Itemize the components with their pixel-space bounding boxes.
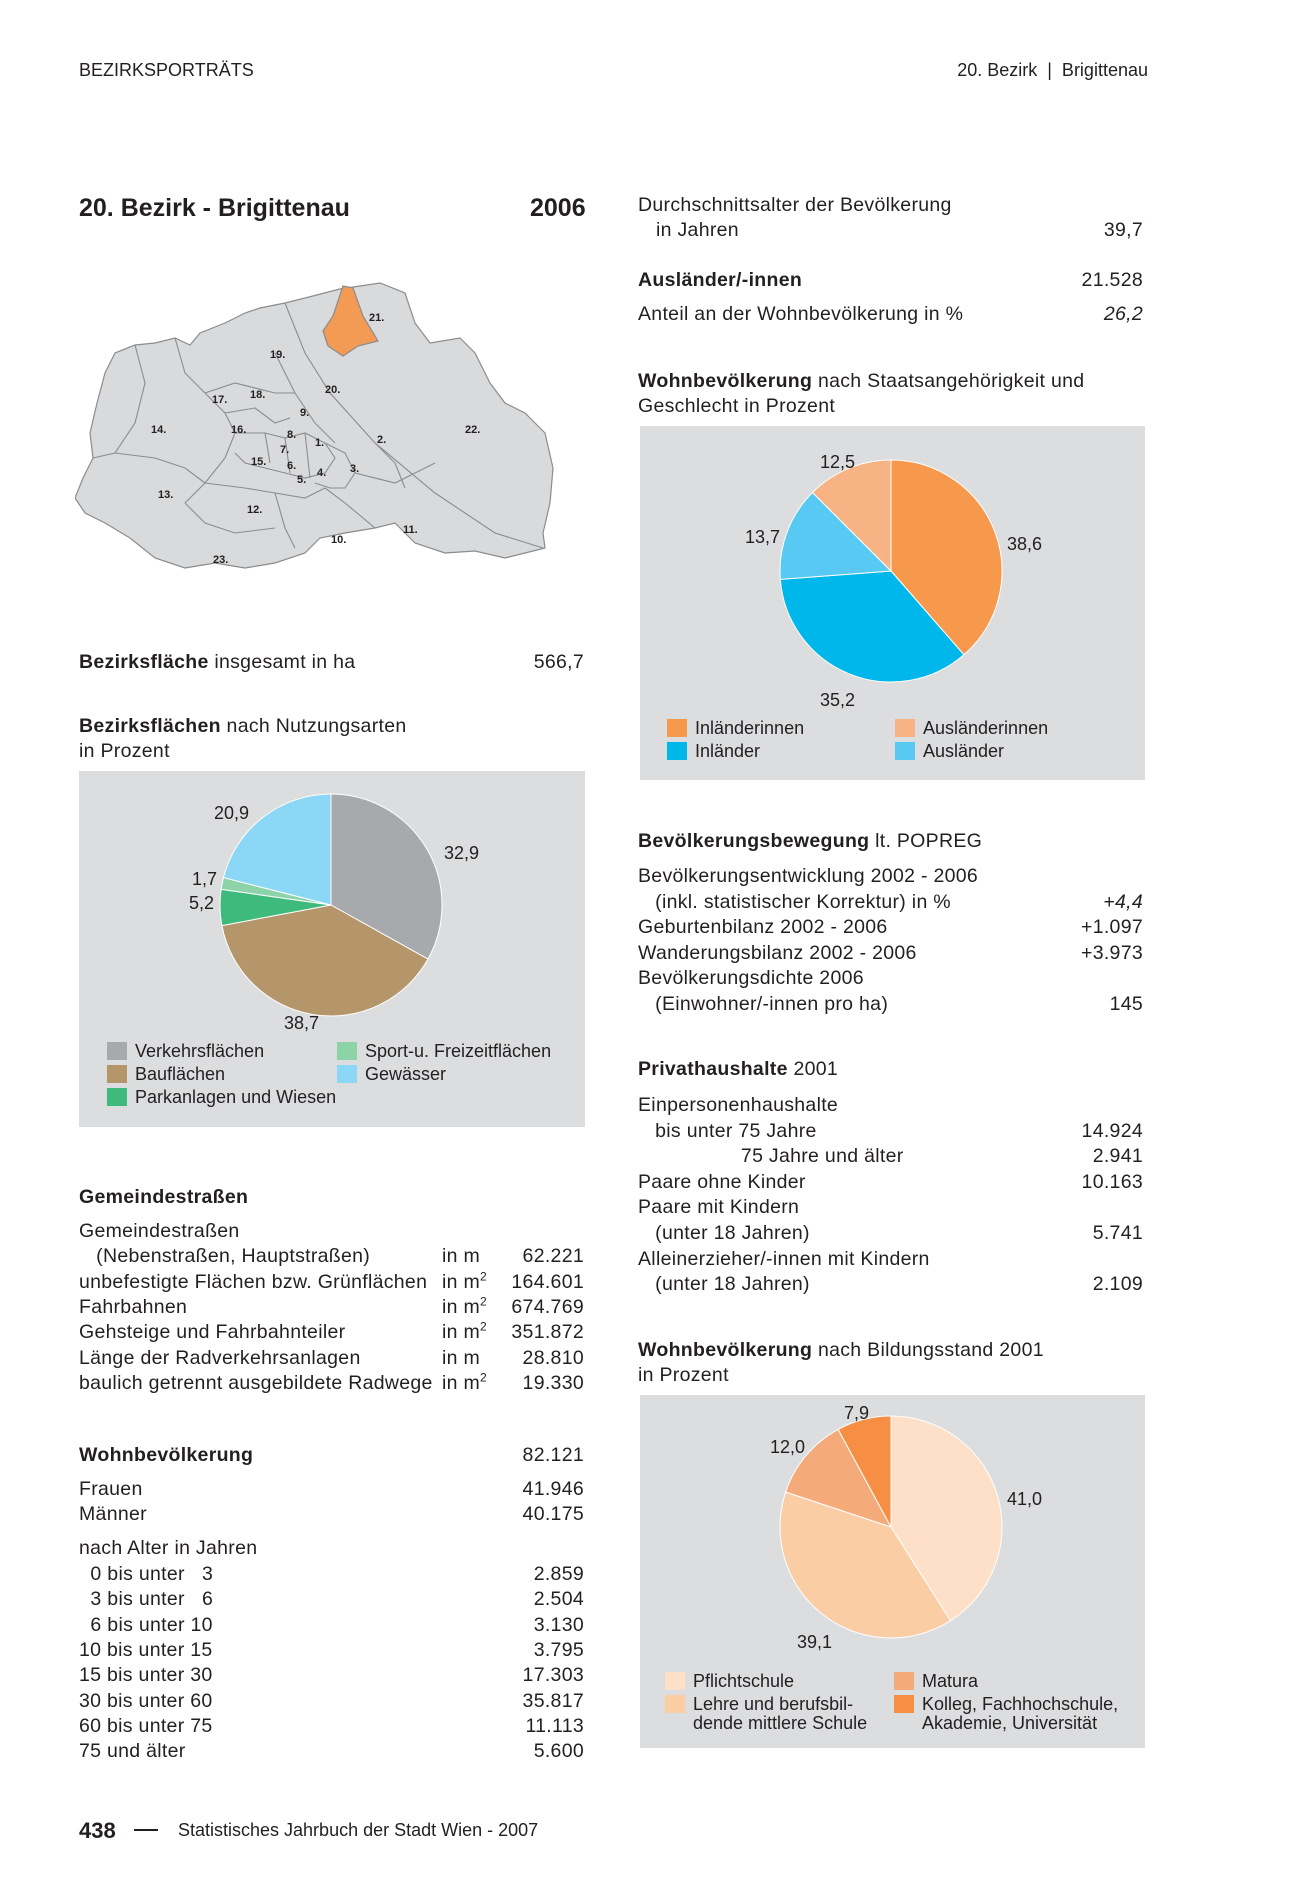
row-label: Bevölkerungsdichte 2006 bbox=[638, 967, 864, 990]
foreign-share-row: Anteil an der Wohnbevölkerung in % 26,2 bbox=[638, 303, 1143, 325]
landuse-subtitle: in Prozent bbox=[79, 740, 170, 762]
row-value: 10.163 bbox=[1081, 1170, 1143, 1193]
table-row bbox=[638, 992, 1143, 1016]
map-label: 15. bbox=[251, 456, 267, 468]
row-label: bis unter 75 Jahre bbox=[638, 1119, 817, 1142]
row-unit: in $m^2$ bbox=[442, 1319, 488, 1344]
table-row bbox=[638, 1221, 1143, 1245]
table-row bbox=[79, 1638, 584, 1662]
row-label: 15 bis unter 30 bbox=[79, 1664, 213, 1687]
table-row bbox=[79, 1739, 584, 1763]
legend-label: Bauflächen bbox=[135, 1064, 226, 1084]
area-label: insgesamt in ha bbox=[208, 651, 356, 673]
table-row bbox=[79, 1663, 584, 1687]
table-row bbox=[79, 1714, 584, 1738]
row-value: 164.601 bbox=[511, 1270, 584, 1293]
pie-label: 12,0 bbox=[770, 1437, 806, 1457]
pie-label: 32,9 bbox=[444, 843, 480, 863]
table-row bbox=[638, 1247, 1143, 1271]
legend-label: Ausländer bbox=[923, 741, 1005, 761]
legend-swatch bbox=[667, 742, 687, 760]
row-label: (unter 18 Jahren) bbox=[638, 1222, 810, 1244]
page-title: 20. Bezirk - Brigittenau bbox=[79, 194, 350, 222]
legend-label: Verkehrsflächen bbox=[135, 1041, 265, 1061]
legend-label: Sport-u. Freizeitflächen bbox=[365, 1041, 552, 1061]
legend-swatch bbox=[665, 1672, 685, 1690]
map-label: 20. bbox=[325, 384, 341, 396]
legend-swatch bbox=[667, 719, 687, 737]
row-value: 40.175 bbox=[522, 1503, 584, 1526]
row-label: Frauen bbox=[79, 1478, 143, 1500]
map-label: 13. bbox=[158, 489, 174, 501]
map-label: 16. bbox=[231, 424, 247, 436]
landuse-title: Bezirksflächen nach Nutzungsarten bbox=[79, 715, 407, 737]
running-header-right: 20. Bezirk | Brigittenau bbox=[957, 60, 1148, 80]
row-value: 2.941 bbox=[1092, 1145, 1143, 1168]
running-header-left: BEZIRKSPORTRÄTS bbox=[79, 60, 254, 80]
pie-label: 41,0 bbox=[1007, 1489, 1043, 1509]
table-row bbox=[79, 1320, 584, 1344]
row-label: 30 bis unter 60 bbox=[79, 1689, 213, 1712]
table-row bbox=[79, 1587, 584, 1611]
row-value: 2.504 bbox=[533, 1588, 584, 1611]
row-value: 5.741 bbox=[1092, 1222, 1143, 1244]
row-value: 351.872 bbox=[511, 1321, 584, 1344]
table-row bbox=[638, 1170, 1143, 1194]
map-label: 6. bbox=[287, 460, 297, 472]
row-label: Länge der Radverkehrsanlagen bbox=[79, 1346, 361, 1369]
legend-label: Inländerinnen bbox=[695, 718, 805, 738]
table-row bbox=[638, 1272, 1143, 1296]
legend-swatch bbox=[337, 1065, 357, 1083]
row-value: 5.600 bbox=[533, 1740, 584, 1763]
table-row bbox=[79, 1613, 584, 1637]
table-row bbox=[638, 941, 1143, 965]
map-label: 17. bbox=[212, 394, 228, 406]
row-value: +3.973 bbox=[1081, 941, 1143, 964]
table-row bbox=[638, 1093, 1143, 1117]
nationality-subtitle: Geschlecht in Prozent bbox=[638, 395, 836, 417]
row-value: 14.924 bbox=[1081, 1119, 1143, 1142]
row-label: 75 Jahre und älter bbox=[638, 1145, 904, 1168]
foreign-row: Ausländer/-innen 21.528 bbox=[638, 269, 1143, 291]
legend-label: Akademie, Universität bbox=[922, 1713, 1098, 1733]
table-row bbox=[79, 1502, 584, 1526]
nationality-chart-panel bbox=[640, 426, 1145, 780]
legend-label: Lehre und berufsbil- bbox=[693, 1694, 854, 1714]
legend-label: dende mittlere Schule bbox=[693, 1713, 868, 1733]
table-row bbox=[79, 1477, 584, 1501]
area-label-bold: Bezirksfläche bbox=[79, 651, 209, 673]
pie-label: 38,6 bbox=[1007, 534, 1043, 554]
row-unit: in $m^2$ bbox=[442, 1294, 488, 1318]
row-label: (Einwohner/-innen pro ha) bbox=[638, 993, 889, 1015]
row-label: Gehsteige und Fahrbahnteiler bbox=[79, 1321, 346, 1344]
pie-label: 7,9 bbox=[844, 1403, 870, 1423]
table-row bbox=[638, 915, 1143, 939]
row-label: 75 und älter bbox=[79, 1740, 186, 1763]
row-value: 28.810 bbox=[522, 1346, 584, 1369]
row-value: 674.769 bbox=[511, 1295, 584, 1318]
row-label: 3 bis unter 6 bbox=[79, 1588, 214, 1611]
map-label: 7. bbox=[280, 444, 290, 456]
legend-label: Kolleg, Fachhochschule, bbox=[922, 1694, 1119, 1714]
map-label: 23. bbox=[213, 554, 229, 566]
row-value: 3.795 bbox=[533, 1638, 584, 1661]
row-value: 2.109 bbox=[1092, 1273, 1143, 1296]
row-value: +1.097 bbox=[1081, 916, 1143, 939]
map-label: 21. bbox=[369, 312, 385, 324]
map-label: 11. bbox=[403, 524, 418, 536]
table-row bbox=[79, 1244, 584, 1268]
table-row bbox=[638, 1119, 1143, 1143]
pie-label: 39,1 bbox=[797, 1632, 833, 1652]
pie-label: 1,7 bbox=[192, 869, 218, 889]
row-label: Alleinerzieher/-innen mit Kindern bbox=[638, 1247, 930, 1270]
education-subtitle: in Prozent bbox=[638, 1364, 729, 1386]
map-label: 3. bbox=[350, 463, 360, 475]
row-value: 2.859 bbox=[533, 1563, 584, 1585]
table-row bbox=[638, 966, 1143, 990]
map-label: 9. bbox=[300, 407, 310, 419]
row-label: (Nebenstraßen, Hauptstraßen) bbox=[79, 1245, 371, 1268]
table-row bbox=[638, 864, 1143, 888]
map-label: 4. bbox=[317, 467, 327, 479]
row-label: unbefestigte Flächen bzw. Grünflächen bbox=[79, 1270, 428, 1293]
legend-label: Inländer bbox=[695, 741, 761, 761]
table-row bbox=[638, 890, 1143, 914]
row-label: Paare mit Kindern bbox=[638, 1196, 800, 1219]
page-year: 2006 bbox=[530, 194, 586, 222]
row-unit: in $m^2$ bbox=[442, 1370, 488, 1394]
map-label: 2. bbox=[377, 434, 387, 446]
pie-label: 12,5 bbox=[820, 452, 856, 472]
legend-swatch bbox=[337, 1042, 357, 1060]
population-total-row: Wohnbevölkerung 82.121 bbox=[79, 1444, 584, 1466]
row-label: 60 bis unter 75 bbox=[79, 1714, 213, 1737]
avg-age-row: in Jahren 39,7 bbox=[656, 219, 1143, 241]
age-title: nach Alter in Jahren bbox=[79, 1537, 258, 1559]
row-unit: in $m^2$ bbox=[442, 1269, 488, 1293]
row-label: baulich getrennt ausgebildete Radwege bbox=[79, 1371, 433, 1394]
row-value: 3.130 bbox=[533, 1613, 584, 1636]
map-label: 10. bbox=[331, 534, 347, 546]
table-row bbox=[79, 1371, 584, 1395]
row-label: 6 bis unter 10 bbox=[79, 1613, 213, 1636]
row-label: Fahrbahnen bbox=[79, 1295, 188, 1318]
map-label: 5. bbox=[297, 474, 307, 486]
legend-swatch bbox=[107, 1065, 127, 1083]
education-chart-panel bbox=[640, 1395, 1145, 1748]
landuse-chart-panel bbox=[79, 771, 585, 1127]
row-label: Einpersonenhaushalte bbox=[638, 1094, 839, 1116]
table-row bbox=[638, 1144, 1143, 1168]
table-row bbox=[638, 1195, 1143, 1219]
legend-swatch bbox=[665, 1695, 685, 1713]
footer-publication: Statistisches Jahrbuch der Stadt Wien - 2007 bbox=[178, 1820, 539, 1840]
row-value: +4,4 bbox=[1103, 890, 1143, 913]
district-map bbox=[75, 228, 595, 628]
row-value: 62.221 bbox=[522, 1245, 584, 1268]
table-row bbox=[79, 1295, 584, 1319]
row-label: (unter 18 Jahren) bbox=[638, 1273, 810, 1296]
footer-dash bbox=[134, 1829, 158, 1831]
row-label: Paare ohne Kinder bbox=[638, 1170, 806, 1193]
map-label: 18. bbox=[250, 389, 266, 401]
map-label: 14. bbox=[151, 424, 167, 436]
table-row bbox=[79, 1562, 584, 1586]
avg-age-label: Durchschnittsalter der Bevölkerung bbox=[638, 194, 952, 216]
row-label: Gemeindestraßen bbox=[79, 1220, 240, 1242]
row-value: 35.817 bbox=[522, 1689, 584, 1712]
table-row bbox=[79, 1346, 584, 1370]
row-value: 17.303 bbox=[522, 1664, 584, 1687]
row-value: 19.330 bbox=[522, 1371, 584, 1394]
pie-label: 13,7 bbox=[745, 527, 781, 547]
area-value: 566,7 bbox=[533, 651, 584, 673]
row-unit: in m bbox=[442, 1346, 481, 1369]
row-label: Männer bbox=[79, 1503, 147, 1526]
streets-title: Gemeindestraßen bbox=[79, 1186, 249, 1208]
legend-swatch bbox=[107, 1088, 127, 1106]
row-value: 41.946 bbox=[522, 1478, 584, 1500]
legend-swatch bbox=[894, 1672, 914, 1690]
row-value: 11.113 bbox=[525, 1714, 584, 1737]
map-label: 8. bbox=[287, 429, 297, 441]
map-label: 1. bbox=[315, 437, 325, 449]
map-label: 12. bbox=[247, 504, 263, 516]
legend-swatch bbox=[107, 1042, 127, 1060]
table-row bbox=[79, 1689, 584, 1713]
table-row bbox=[79, 1219, 584, 1243]
row-label: Wanderungsbilanz 2002 - 2006 bbox=[638, 941, 917, 964]
pie-label: 20,9 bbox=[214, 803, 250, 823]
table-row bbox=[79, 1270, 584, 1294]
legend-label: Pflichtschule bbox=[693, 1671, 795, 1691]
map-label: 22. bbox=[465, 424, 481, 436]
row-label: (inkl. statistischer Korrektur) in % bbox=[638, 890, 951, 913]
legend-label: Ausländerinnen bbox=[923, 718, 1049, 738]
legend-label: Matura bbox=[922, 1671, 979, 1691]
legend-swatch bbox=[894, 1695, 914, 1713]
row-value: 145 bbox=[1109, 993, 1143, 1015]
pie-label: 38,7 bbox=[284, 1013, 320, 1033]
row-label: Bevölkerungsentwicklung 2002 - 2006 bbox=[638, 865, 979, 887]
pie-label: 5,2 bbox=[189, 893, 215, 913]
row-label: 10 bis unter 15 bbox=[79, 1638, 213, 1661]
map-label: 19. bbox=[270, 349, 286, 361]
legend-label: Parkanlagen und Wiesen bbox=[135, 1087, 337, 1107]
legend-swatch bbox=[895, 719, 915, 737]
row-unit: in m bbox=[442, 1245, 481, 1268]
area-row bbox=[79, 650, 584, 674]
pie-label: 35,2 bbox=[820, 690, 856, 710]
row-label: 0 bis unter 3 bbox=[79, 1563, 214, 1585]
page-number: 438 bbox=[79, 1818, 116, 1843]
row-label: Geburtenbilanz 2002 - 2006 bbox=[638, 916, 888, 939]
legend-label: Gewässer bbox=[365, 1064, 447, 1084]
legend-swatch bbox=[895, 742, 915, 760]
